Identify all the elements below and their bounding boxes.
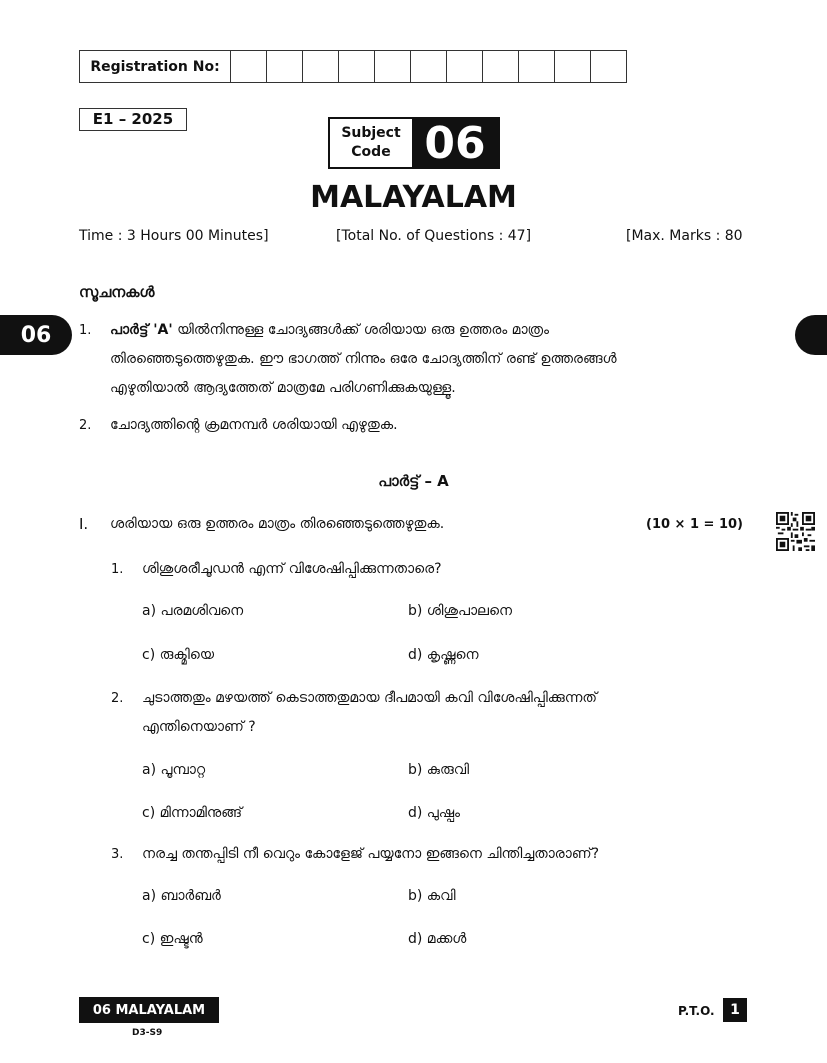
question-number: 3. (111, 847, 124, 862)
registration-cell (267, 51, 303, 82)
section-marks: (10 × 1 = 10) (646, 517, 743, 532)
instructions-heading: സൂചനകൾ (79, 283, 155, 301)
instruction-number: 1. (79, 323, 92, 338)
option-a: a) പരമശിവനെ (142, 603, 244, 619)
registration-cell (375, 51, 411, 82)
part-heading: പാർട്ട് – A (378, 472, 449, 490)
option-b: b) കവി (408, 888, 456, 904)
pto-label: P.T.O. (678, 1004, 715, 1018)
instruction-text: ചോദ്യത്തിന്റെ ക്രമനമ്പർ ശരിയായി എഴുതുക. (110, 417, 398, 433)
qr-code-icon (776, 512, 815, 551)
footer-subject-label: 06 MALAYALAM (79, 997, 219, 1023)
page-title: MALAYALAM (310, 180, 517, 215)
section-instruction: ശരിയായ ഒരു ഉത്തരം മാത്രം തിരഞ്ഞെടുത്തെഴുതുക. (110, 516, 445, 532)
question-text: ചുടാത്തതും മഴയത്ത് കെടാത്തതുമായ ദീപമായി കവി വിശേഷിപ്പിക്കുന്നത് (142, 690, 598, 706)
footer-code: D3-S9 (132, 1028, 163, 1038)
exam-code: E1 – 2025 (79, 108, 187, 131)
option-d: d) മക്കൾ (408, 931, 467, 947)
registration-cell (447, 51, 483, 82)
instruction-emphasis: പാർട്ട് 'A' (110, 322, 173, 338)
time-info: Time : 3 Hours 00 Minutes] (79, 228, 269, 244)
registration-cell (591, 51, 626, 82)
subject-code-box (328, 117, 500, 169)
registration-label: Registration No: (80, 51, 231, 82)
max-marks: [Max. Marks : 80 (626, 228, 743, 244)
option-b: b) കുരുവി (408, 762, 470, 778)
instruction-text: യിൽനിന്നുള്ള ചോദ്യങ്ങൾക്ക് ശരിയായ ഒരു ഉത്തരം മാത്രം (177, 322, 549, 338)
question-number: 1. (111, 562, 124, 577)
section-number: I. (79, 515, 89, 533)
option-a: a) പൂമ്പാറ്റ (142, 762, 206, 778)
option-c: c) ഇഷ്ടൻ (142, 931, 203, 947)
instruction-line: എഴുതിയാൽ ആദ്യത്തേത് മാത്രമേ പരിഗണിക്കുകയുള്ളൂ. (110, 380, 456, 396)
registration-cell (519, 51, 555, 82)
registration-cell (555, 51, 591, 82)
question-number: 2. (111, 691, 124, 706)
subject-code-label: Subject Code (341, 125, 401, 160)
option-c: c) മിന്നാമിനുങ്ങ് (142, 805, 243, 821)
page-number: 1 (723, 998, 747, 1022)
option-a: a) ബാർബർ (142, 888, 221, 904)
subject-code-value: 06 (412, 119, 498, 167)
registration-cell (483, 51, 519, 82)
question-text: നരച്ച തന്തപ്പിടി നീ വെറും കോളേജ് പയ്യനോ ഇങ്ങനെ ചിന്തിച്ചതാരാണ്? (142, 846, 600, 862)
option-d: d) പുഷ്പം (408, 805, 461, 821)
question-text-continued: എന്തിനെയാണ് ? (142, 719, 256, 735)
option-c: c) രുക്മിയെ (142, 647, 215, 663)
question-text: ശിശുശരീചൂഡൻ എന്ന് വിശേഷിപ്പിക്കുന്നതാരെ? (142, 561, 442, 577)
instruction-line: തിരഞ്ഞെടുത്തെഴുതുക. ഈ ഭാഗത്ത് നിന്നും ഒരേ ചോദ്യത്തിന് രണ്ട് ഉത്തരങ്ങൾ (110, 351, 617, 367)
registration-cell (411, 51, 447, 82)
registration-cell (339, 51, 375, 82)
registration-cell (303, 51, 339, 82)
registration-box (79, 50, 627, 83)
total-questions: [Total No. of Questions : 47] (336, 228, 532, 244)
side-tab-right (795, 315, 827, 355)
option-b: b) ശിശുപാലനെ (408, 603, 513, 619)
option-d: d) കൃഷ്ണനെ (408, 647, 479, 663)
instruction-line (110, 316, 750, 345)
registration-cell (231, 51, 267, 82)
subject-side-tab: 06 (0, 315, 72, 355)
instruction-number: 2. (79, 418, 92, 433)
